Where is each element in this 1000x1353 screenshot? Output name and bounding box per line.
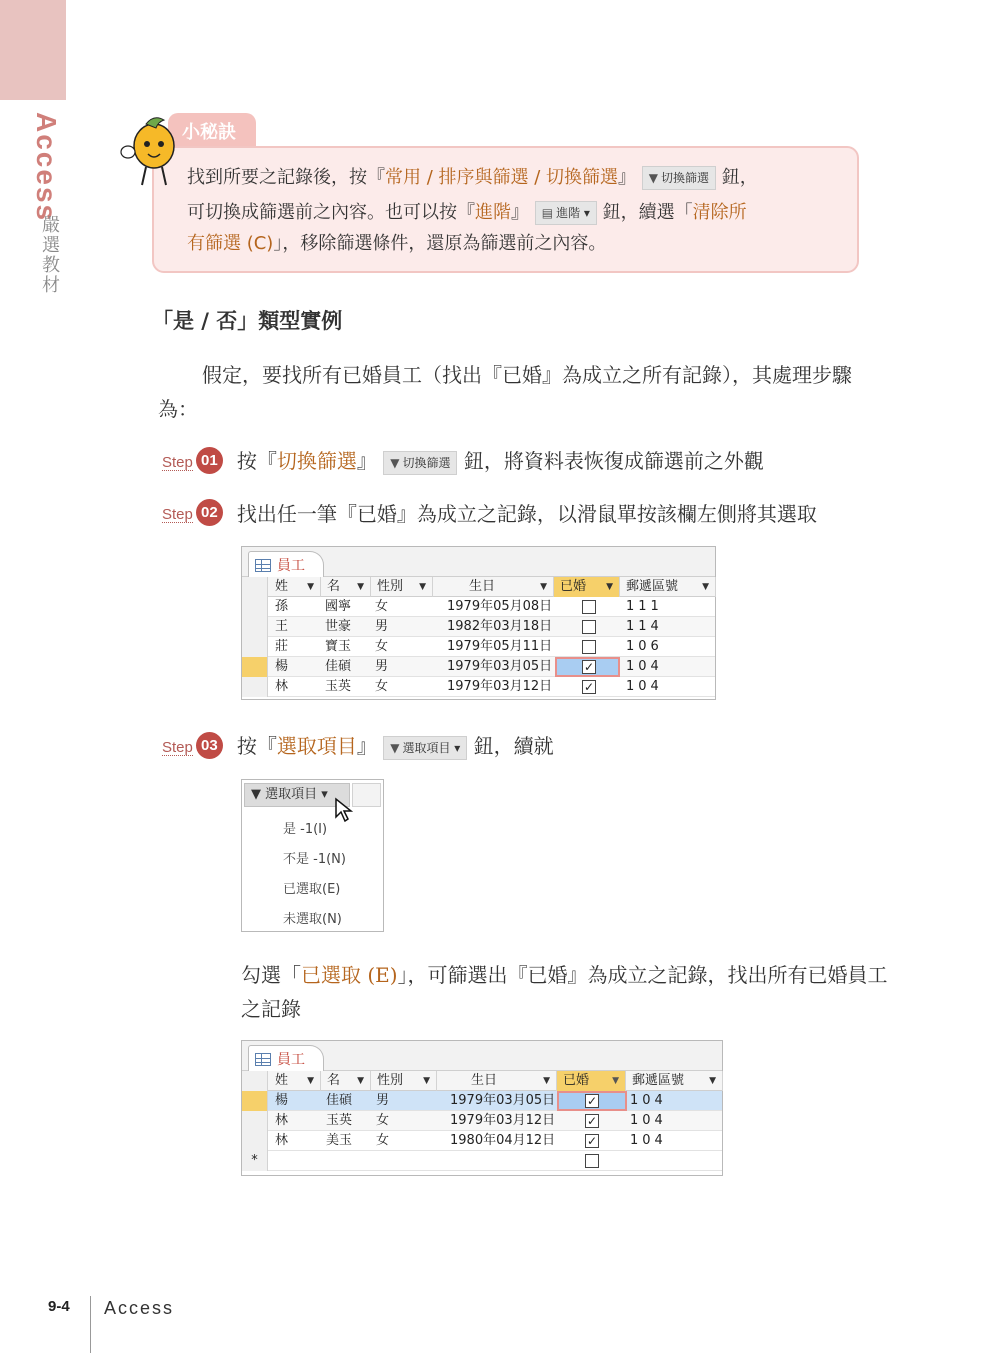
table-header-row: [242, 577, 715, 597]
dropdown-icon: ▼: [307, 1076, 314, 1086]
step-3: Step 03 按『選取項目』 ▼ 選取項目 ▾ 鈕，續就: [162, 729, 554, 761]
cell-last[interactable]: 孫: [275, 599, 289, 614]
menu-item-selected[interactable]: 已選取(E): [283, 882, 341, 897]
cell-first[interactable]: 佳碩: [326, 1093, 353, 1108]
cell-zip[interactable]: 104: [630, 1093, 667, 1108]
married-checkbox[interactable]: [582, 600, 596, 614]
tip-line-2: 可切換成篩選前之內容。也可以按『進階』 ▤ 進階 ▾ 鈕，續選「清除所: [187, 202, 747, 223]
dropdown-icon: ▼: [540, 582, 547, 592]
table-row[interactable]: [242, 617, 715, 637]
select-all[interactable]: [242, 1071, 268, 1091]
married-checkbox[interactable]: ✓: [586, 1114, 598, 1128]
filter-applied-icon: ▼: [612, 1076, 619, 1086]
dropdown-icon: ▼: [606, 582, 613, 592]
cell-first[interactable]: 玉英: [326, 1113, 353, 1128]
menu-item-not-equals-true[interactable]: 不是 -1(N): [283, 852, 346, 867]
table-tab[interactable]: 員工: [248, 551, 324, 578]
cell-zip[interactable]: 114: [626, 619, 663, 634]
cell-sex[interactable]: 女: [376, 1133, 390, 1148]
col-zip[interactable]: 郵遞區號 ▼: [626, 1071, 723, 1091]
cell-birth[interactable]: 1980年04月12日: [450, 1133, 556, 1148]
selection-filter-icon: ▼: [251, 787, 261, 802]
col-sex[interactable]: 性別 ▼: [371, 577, 433, 597]
col-first[interactable]: 名 ▼: [321, 577, 371, 597]
footer-title: Access: [104, 1298, 175, 1318]
table-row[interactable]: [242, 1131, 722, 1151]
select-all[interactable]: [242, 577, 268, 597]
cell-sex[interactable]: 女: [376, 1113, 390, 1128]
new-record-marker[interactable]: *: [242, 1151, 268, 1171]
side-color-block: [0, 0, 66, 100]
dropdown-icon: ▼: [307, 582, 314, 592]
cell-first[interactable]: 世豪: [325, 619, 352, 634]
table-icon: [255, 559, 271, 572]
cell-birth[interactable]: 1979年03月12日: [447, 679, 553, 694]
page-number: 9-4: [48, 1298, 70, 1315]
cell-last[interactable]: 林: [275, 1113, 289, 1128]
married-checkbox[interactable]: ✓: [586, 1134, 598, 1148]
intro-paragraph: 假定，要找所有已婚員工（找出『已婚』為成立之所有記錄），其處理步驟為：: [158, 363, 852, 421]
table-row[interactable]: [242, 1091, 722, 1111]
cell-sex[interactable]: 男: [375, 619, 389, 634]
cell-first[interactable]: 佳碩: [325, 659, 352, 674]
side-title: Access: [31, 112, 62, 223]
toggle-filter-button-step1[interactable]: ▼ 切換篩選: [383, 451, 457, 475]
cell-last[interactable]: 莊: [275, 639, 289, 654]
new-record-row[interactable]: [242, 1151, 722, 1171]
filter-icon: ▼: [648, 171, 658, 185]
cell-last[interactable]: 林: [275, 679, 289, 694]
col-last[interactable]: 姓 ▼: [269, 1071, 321, 1091]
cell-birth[interactable]: 1979年03月05日: [450, 1093, 556, 1108]
cell-first[interactable]: 美玉: [326, 1133, 353, 1148]
cell-birth[interactable]: 1982年03月18日: [447, 619, 553, 634]
menu-item-not-selected[interactable]: 未選取(N): [283, 912, 342, 927]
col-first[interactable]: 名 ▼: [321, 1071, 371, 1091]
selection-dropdown: [241, 779, 384, 932]
table-header-row: [242, 1071, 722, 1091]
table-row[interactable]: [242, 637, 715, 657]
menu-item-equals-true[interactable]: 是 -1(I): [283, 822, 328, 837]
cell-birth[interactable]: 1979年05月11日: [447, 639, 553, 654]
row-selector[interactable]: [242, 637, 268, 657]
tip-line-3: 有篩選 (C)」，移除篩選條件，還原為篩選前之內容。: [187, 233, 607, 254]
table-row[interactable]: [242, 597, 715, 617]
table-row[interactable]: [242, 1111, 722, 1131]
cell-last[interactable]: 王: [275, 619, 289, 634]
col-married[interactable]: 已婚 ▼: [554, 577, 620, 597]
table-icon: [255, 1053, 271, 1066]
tip-line-1: 找到所要之記錄後，按『常用 / 排序與篩選 / 切換篩選』 ▼ 切換篩選 鈕，: [187, 167, 758, 188]
section-title: 「是 / 否」類型實例: [152, 309, 343, 333]
side-subtitle: 嚴選教材: [39, 215, 60, 295]
cell-zip[interactable]: 104: [630, 1133, 667, 1148]
row-selector[interactable]: [242, 617, 268, 637]
married-checkbox[interactable]: [582, 620, 596, 634]
cell-first[interactable]: 玉英: [325, 679, 352, 694]
selection-filter-icon: ▼: [390, 740, 400, 755]
step-1: Step 01 按『切換篩選』 ▼ 切換篩選 鈕，將資料表恢復成篩選前之外觀: [162, 444, 764, 476]
table-tab[interactable]: 員工: [248, 1045, 324, 1072]
married-checkbox[interactable]: [585, 1154, 599, 1168]
cell-sex[interactable]: 女: [375, 639, 389, 654]
row-selector[interactable]: [242, 1131, 268, 1151]
married-checkbox[interactable]: ✓: [583, 660, 595, 674]
cell-zip[interactable]: 104: [626, 679, 663, 694]
cell-last[interactable]: 楊: [275, 659, 289, 674]
dropdown-icon: ▼: [419, 582, 426, 592]
col-birth[interactable]: 生日 ▼: [433, 577, 554, 597]
cell-zip[interactable]: 111: [626, 599, 663, 614]
col-zip[interactable]: 郵遞區號 ▼: [620, 577, 716, 597]
employee-table-2: [241, 1040, 723, 1176]
ribbon-adjacent-button[interactable]: [352, 783, 381, 807]
dropdown-icon: ▼: [702, 582, 709, 592]
mouse-cursor-icon: [334, 797, 354, 823]
cell-first[interactable]: 國寧: [325, 599, 352, 614]
cell-zip[interactable]: 104: [626, 659, 663, 674]
cell-birth[interactable]: 1979年03月05日: [447, 659, 553, 674]
dropdown-icon: ▼: [709, 1076, 716, 1086]
married-checkbox[interactable]: ✓: [583, 680, 595, 694]
cell-sex[interactable]: 男: [375, 659, 389, 674]
selection-button[interactable]: ▼ 選取項目 ▾: [244, 783, 350, 807]
col-sex[interactable]: 性別 ▼: [371, 1071, 437, 1091]
row-selector[interactable]: [242, 677, 268, 697]
mascot-icon: [116, 112, 186, 188]
toggle-filter-button[interactable]: ▼ 切換篩選: [642, 166, 716, 190]
employee-table-1: [241, 546, 716, 700]
advanced-icon: ▤: [541, 206, 554, 220]
col-married[interactable]: 已婚 ▼: [557, 1071, 626, 1091]
footer-divider: [90, 1296, 91, 1353]
step-2: Step 02 找出任一筆『已婚』為成立之記錄，以滑鼠單按該欄左側將其選取: [162, 496, 817, 528]
cell-last[interactable]: 楊: [275, 1093, 289, 1108]
married-checkbox[interactable]: [582, 640, 596, 654]
table-row[interactable]: [242, 677, 715, 697]
row-selector[interactable]: [242, 657, 268, 677]
dropdown-icon: ▼: [423, 1076, 430, 1086]
cell-sex[interactable]: 女: [375, 599, 389, 614]
col-last[interactable]: 姓 ▼: [269, 577, 321, 597]
cell-zip[interactable]: 104: [630, 1113, 667, 1128]
filter-icon: ▼: [390, 455, 400, 470]
cell-first[interactable]: 寶玉: [325, 639, 352, 654]
dropdown-icon: ▼: [357, 1076, 364, 1086]
col-birth[interactable]: 生日 ▼: [437, 1071, 557, 1091]
row-selector[interactable]: [242, 1091, 268, 1111]
row-selector[interactable]: [242, 597, 268, 617]
cell-birth[interactable]: 1979年05月08日: [447, 599, 553, 614]
after-paragraph: 勾選「已選取 (E)」，可篩選出『已婚』為成立之記錄，找出所有已婚員工之記錄: [241, 963, 888, 1021]
row-selector[interactable]: [242, 1111, 268, 1131]
dropdown-icon: ▼: [357, 582, 364, 592]
cell-last[interactable]: 林: [275, 1133, 289, 1148]
table-row[interactable]: [242, 657, 715, 677]
cell-birth[interactable]: 1979年03月12日: [450, 1113, 556, 1128]
selection-button-step3[interactable]: ▼ 選取項目 ▾: [383, 736, 467, 760]
married-checkbox[interactable]: ✓: [586, 1094, 598, 1108]
advanced-button[interactable]: ▤ 進階 ▾: [535, 201, 597, 225]
cell-sex[interactable]: 女: [375, 679, 389, 694]
dropdown-icon: ▼: [543, 1076, 550, 1086]
cell-zip[interactable]: 106: [626, 639, 663, 654]
cell-sex[interactable]: 男: [376, 1093, 390, 1108]
tip-tab-label: 小秘訣: [182, 122, 236, 143]
